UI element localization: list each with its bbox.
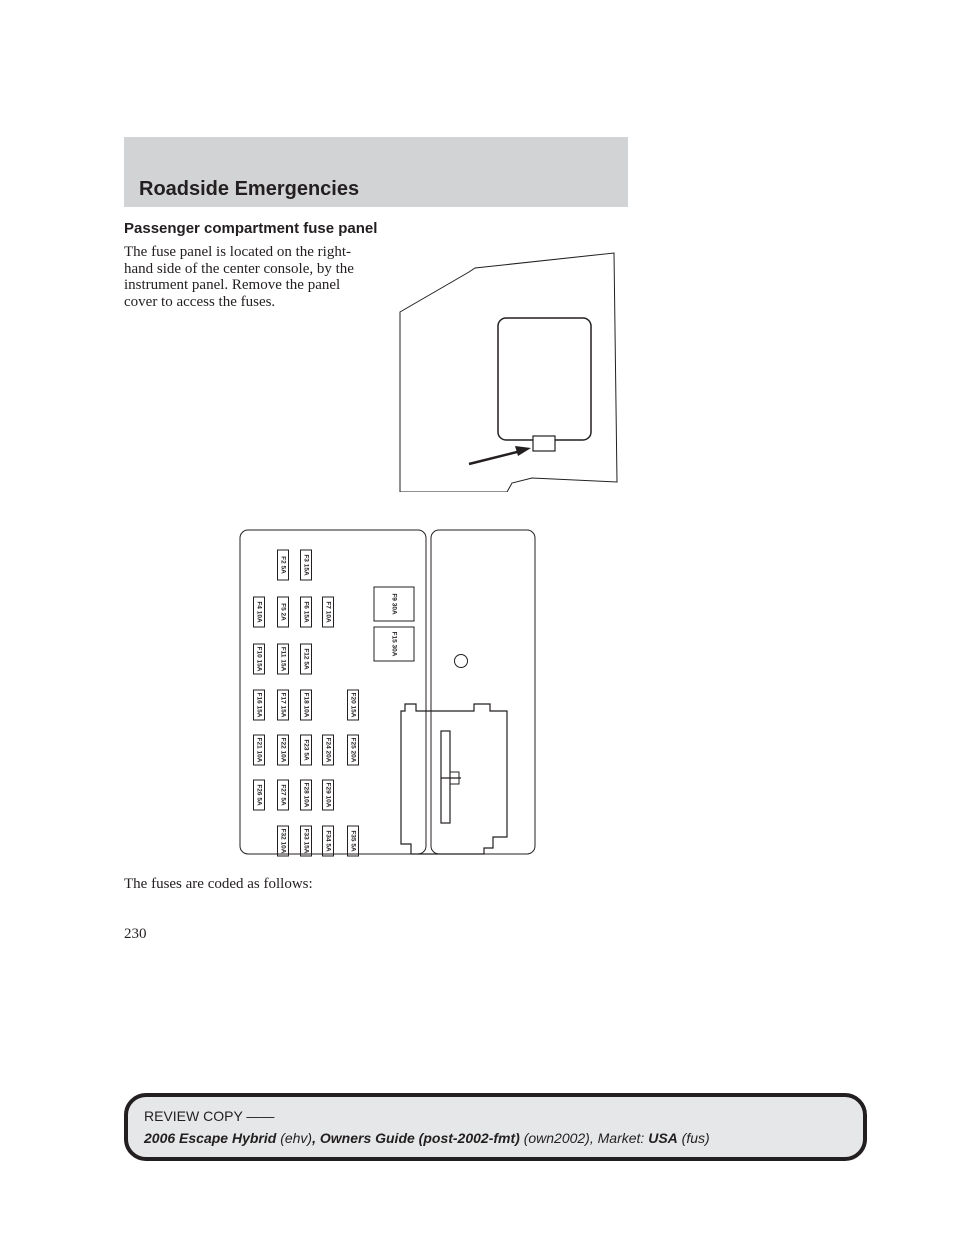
fuse-f12-5a: [301, 644, 312, 674]
fuse-f33-15a: [301, 826, 312, 856]
fuse-f21-10a: [254, 735, 265, 765]
fuse-f10-15a: [254, 644, 265, 674]
page-title: Roadside Emergencies: [139, 178, 360, 200]
fuse-label: F2 5A: [279, 556, 287, 574]
fuse-f26-5a: [254, 780, 265, 810]
fuse-f11-15a: [278, 644, 289, 674]
fuse-label: F6 15A: [302, 601, 310, 623]
fuse-f29-10a: [323, 780, 334, 810]
review-model: 2006 Escape Hybrid: [144, 1130, 277, 1146]
mounting-hole: [455, 655, 468, 668]
fuse-label: F22 10A: [279, 737, 287, 763]
section-body: The fuse panel is located on the right-hand side of the center console, by the instrument panel. Remove the panel cover to access the fuses.: [124, 244, 354, 310]
fuse-f34-5a: [323, 826, 334, 856]
fuse-f20-15a: [348, 690, 359, 720]
fuse-f35-5a: [348, 826, 359, 856]
fuse-label: F11 15A: [279, 646, 287, 672]
fuse-label: F35 5A: [349, 830, 357, 852]
fuse-f4-10a: [254, 597, 265, 627]
fuse-label: F27 5A: [279, 784, 287, 806]
arrow-line: [469, 450, 525, 464]
fuse-label: F20 15A: [349, 692, 357, 718]
fuse-f23-5a: [301, 735, 312, 765]
panel-cover: [498, 318, 591, 440]
review-guide: , Owners Guide (post-2002-fmt): [312, 1130, 520, 1146]
fuse-panel-diagram: [238, 528, 538, 858]
fuse-label: F33 15A: [302, 828, 310, 854]
review-market-label: , Market:: [589, 1130, 645, 1146]
fuse-label: F3 15A: [302, 554, 310, 576]
fuse-f16-15a: [254, 690, 265, 720]
fuse-label: F23 5A: [302, 739, 310, 761]
fuse-f22-10a: [278, 735, 289, 765]
fuse-f17-15a: [278, 690, 289, 720]
fuse-label: F29 10A: [324, 782, 332, 808]
review-guide-code: (own2002): [523, 1130, 590, 1146]
fuse-label: F10 15A: [255, 646, 263, 672]
review-model-code: (ehv): [280, 1130, 313, 1146]
fuse-f24-20a: [323, 735, 334, 765]
fuse-label: F15 30A: [390, 631, 398, 657]
fuse-f15-30a: [374, 627, 414, 661]
fuse-f9-30a: [374, 587, 414, 621]
review-market: USA: [648, 1130, 678, 1146]
review-details: [144, 1130, 710, 1146]
fuse-label: F5 2A: [279, 603, 287, 621]
review-market-code: (fus): [681, 1130, 710, 1146]
relay-connector: [401, 704, 507, 854]
review-label: REVIEW COPY ——: [144, 1108, 275, 1124]
header-band: [124, 137, 628, 207]
fuse-label: F24 20A: [324, 737, 332, 763]
center-console-illustration: [397, 250, 623, 492]
coded-text: The fuses are coded as follows:: [124, 876, 313, 892]
fuse-f7-10a: [323, 597, 334, 627]
fuse-f5-2a: [278, 597, 289, 627]
fuse-label: F25 20A: [349, 737, 357, 763]
fuse-label: F21 10A: [255, 737, 263, 763]
review-copy-box: [124, 1093, 867, 1161]
fuse-label: F12 5A: [302, 648, 310, 670]
section-heading: Passenger compartment fuse panel: [124, 220, 378, 237]
arrow-head: [515, 446, 531, 456]
fuse-label: F7 10A: [324, 601, 332, 623]
panel-cover-tab: [533, 436, 555, 451]
fuse-label: F9 30A: [390, 593, 398, 615]
fuse-label: F18 10A: [302, 692, 310, 718]
fuse-f6-15a: [301, 597, 312, 627]
fuse-label: F26 5A: [255, 784, 263, 806]
fuse-label: F28 10A: [302, 782, 310, 808]
fuse-f28-10a: [301, 780, 312, 810]
fuse-label: F34 5A: [324, 830, 332, 852]
fuse-label: F32 10A: [279, 828, 287, 854]
fuse-f18-10a: [301, 690, 312, 720]
fuse-label: F16 15A: [255, 692, 263, 718]
page-number: 230: [124, 926, 147, 942]
fuse-label: F17 15A: [279, 692, 287, 718]
fuse-f27-5a: [278, 780, 289, 810]
fuse-f2-5a: [278, 550, 289, 580]
fuse-f25-20a: [348, 735, 359, 765]
fuse-f32-10a: [278, 826, 289, 856]
fuse-label: F4 10A: [255, 601, 263, 623]
fuse-f3-15a: [301, 550, 312, 580]
